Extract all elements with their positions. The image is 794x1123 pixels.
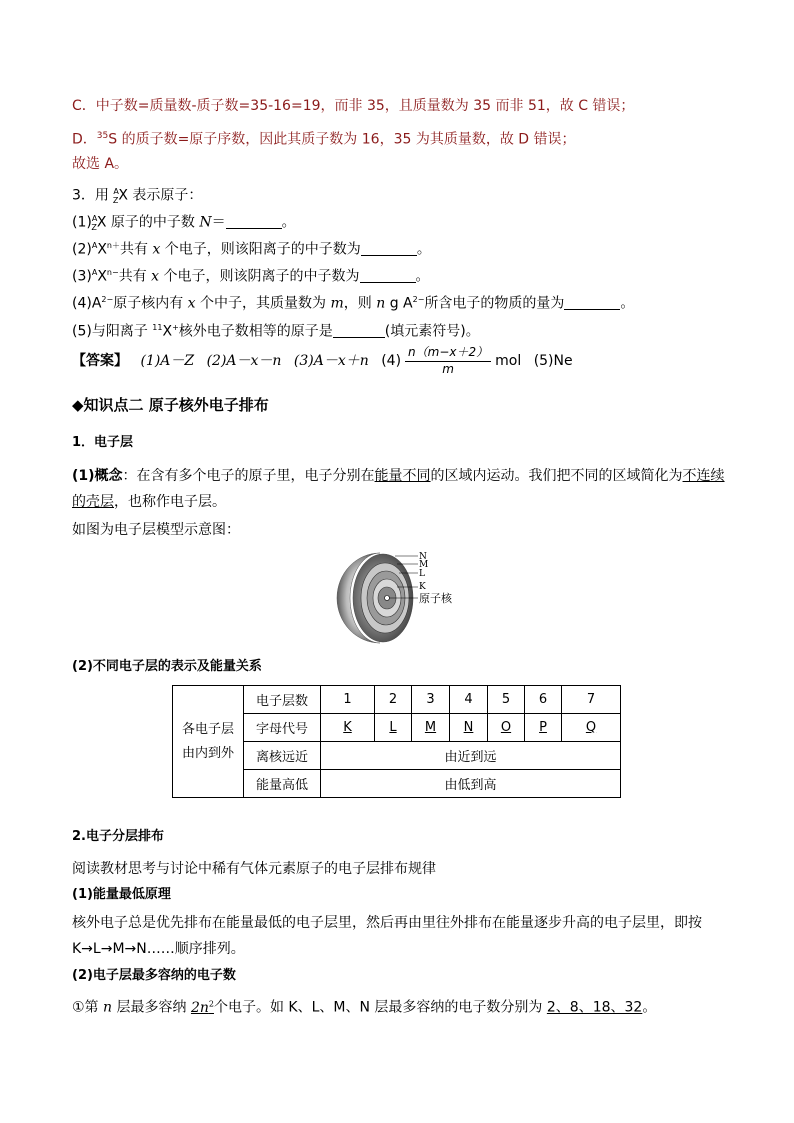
conclusion: 故选 A。 bbox=[72, 156, 129, 172]
table-heading: (2)不同电子层的表示及能量关系 bbox=[72, 659, 262, 674]
energy-value: 由低到高 bbox=[321, 770, 621, 798]
concept-line-1: (1)概念：在含有多个电子的原子里，电子分别在能量不同的区域内运动。我们把不同的区域简化为不连续 bbox=[72, 468, 725, 484]
answer-label: 【答案】 bbox=[72, 353, 128, 369]
electron-shell-diagram bbox=[335, 550, 465, 645]
layer-letter: O bbox=[488, 714, 525, 742]
section-2-intro: 阅读教材思考与讨论中稀有气体元素原子的电子层排布规律 bbox=[72, 861, 436, 877]
row-label-distance: 离核远近 bbox=[244, 742, 321, 770]
question-3-part-1: $(1)^A_ZX$ 原子的中子数 N＝ 。 bbox=[72, 214, 296, 233]
row-label-energy: 能量高低 bbox=[244, 770, 321, 798]
option-c-explanation: C．中子数=质量数-质子数=35-16=19，而非 35，且质量数为 35 而非 51，故 C 错误； bbox=[72, 98, 635, 114]
layer-number: 1 bbox=[321, 686, 375, 714]
layer-letter: Q bbox=[562, 714, 621, 742]
layer-number: 3 bbox=[412, 686, 450, 714]
layer-letter: N bbox=[450, 714, 488, 742]
electron-layer-table bbox=[172, 685, 621, 798]
row-group-header: 各电子层 由内到外 bbox=[173, 686, 244, 798]
layer-number: 5 bbox=[488, 686, 525, 714]
question-3-stem: 3．用 $^A_Z$X 表示原子： bbox=[72, 187, 203, 206]
layer-letter: M bbox=[412, 714, 450, 742]
answer-line: 【答案】 (1)A－Z (2)A－x－n (3)A－x＋n (4) $\frac{n(m-x+2)}{m}$ mol (5)Ne bbox=[72, 345, 573, 376]
capacity-title: (2)电子层最多容纳的电子数 bbox=[72, 968, 236, 983]
subsection-electron-layer: 1．电子层 bbox=[72, 435, 134, 450]
principle-title: (1)能量最低原理 bbox=[72, 887, 171, 902]
label-M: M bbox=[419, 560, 429, 570]
label-N: N bbox=[419, 552, 427, 562]
layer-number: 7 bbox=[562, 686, 621, 714]
layer-letter: K bbox=[321, 714, 375, 742]
principle-text-2: K→L→M→N……顺序排列。 bbox=[72, 941, 245, 957]
label-L: L bbox=[419, 569, 425, 579]
row-label-layer-number: 电子层数 bbox=[244, 686, 321, 714]
option-d-explanation: D．$^{35}$S 的质子数=原子序数，因此其质子数为 16，35 为其质量数，故 D 错误； bbox=[72, 131, 576, 148]
layer-number: 2 bbox=[375, 686, 412, 714]
layer-letter: P bbox=[525, 714, 562, 742]
label-K: K bbox=[419, 582, 426, 592]
row-label-letter: 字母代号 bbox=[244, 714, 321, 742]
principle-text-1: 核外电子总是优先排布在能量最低的电子层里，然后再由里往外排布在能量逐步升高的电子层里，即按 bbox=[72, 915, 702, 931]
section-title: ◆知识点二 原子核外电子排布 bbox=[72, 396, 269, 414]
layer-number: 4 bbox=[450, 686, 488, 714]
concept-line-2: 的壳层，也称作电子层。 bbox=[72, 494, 226, 510]
question-3-part-2: $(2)^AX^{n+}$共有 x 个电子，则该阳离子的中子数为 。 bbox=[72, 241, 431, 258]
question-3-part-3: $(3)^AX^{n-}$共有 x 个电子，则该阴离子的中子数为 。 bbox=[72, 268, 430, 285]
layer-number: 6 bbox=[525, 686, 562, 714]
capacity-rule: ①第 n 层最多容纳 $2n^2$个电子。如 K、L、M、N 层最多容纳的电子数分别为 2、8、18、32。 bbox=[72, 999, 657, 1016]
section-2-title: 2.电子分层排布 bbox=[72, 829, 164, 844]
diagram-intro: 如图为电子层模型示意图： bbox=[72, 522, 240, 538]
layer-letter: L bbox=[375, 714, 412, 742]
label-nucleus: 原子核 bbox=[419, 592, 452, 605]
question-3-part-5: (5)与阳离子 $^{11}$X+核外电子数相等的原子是 (填元素符号)。 bbox=[72, 323, 480, 340]
question-3-part-4: $(4)A^{2-}$原子核内有 x 个中子，其质量数为 m，则 n g $A^{2-}$所含电子的物质的量为 。 bbox=[72, 295, 635, 312]
answer-4-fraction: $\frac{n(m-x+2)}{m}$ bbox=[405, 345, 491, 377]
distance-value: 由近到远 bbox=[321, 742, 621, 770]
